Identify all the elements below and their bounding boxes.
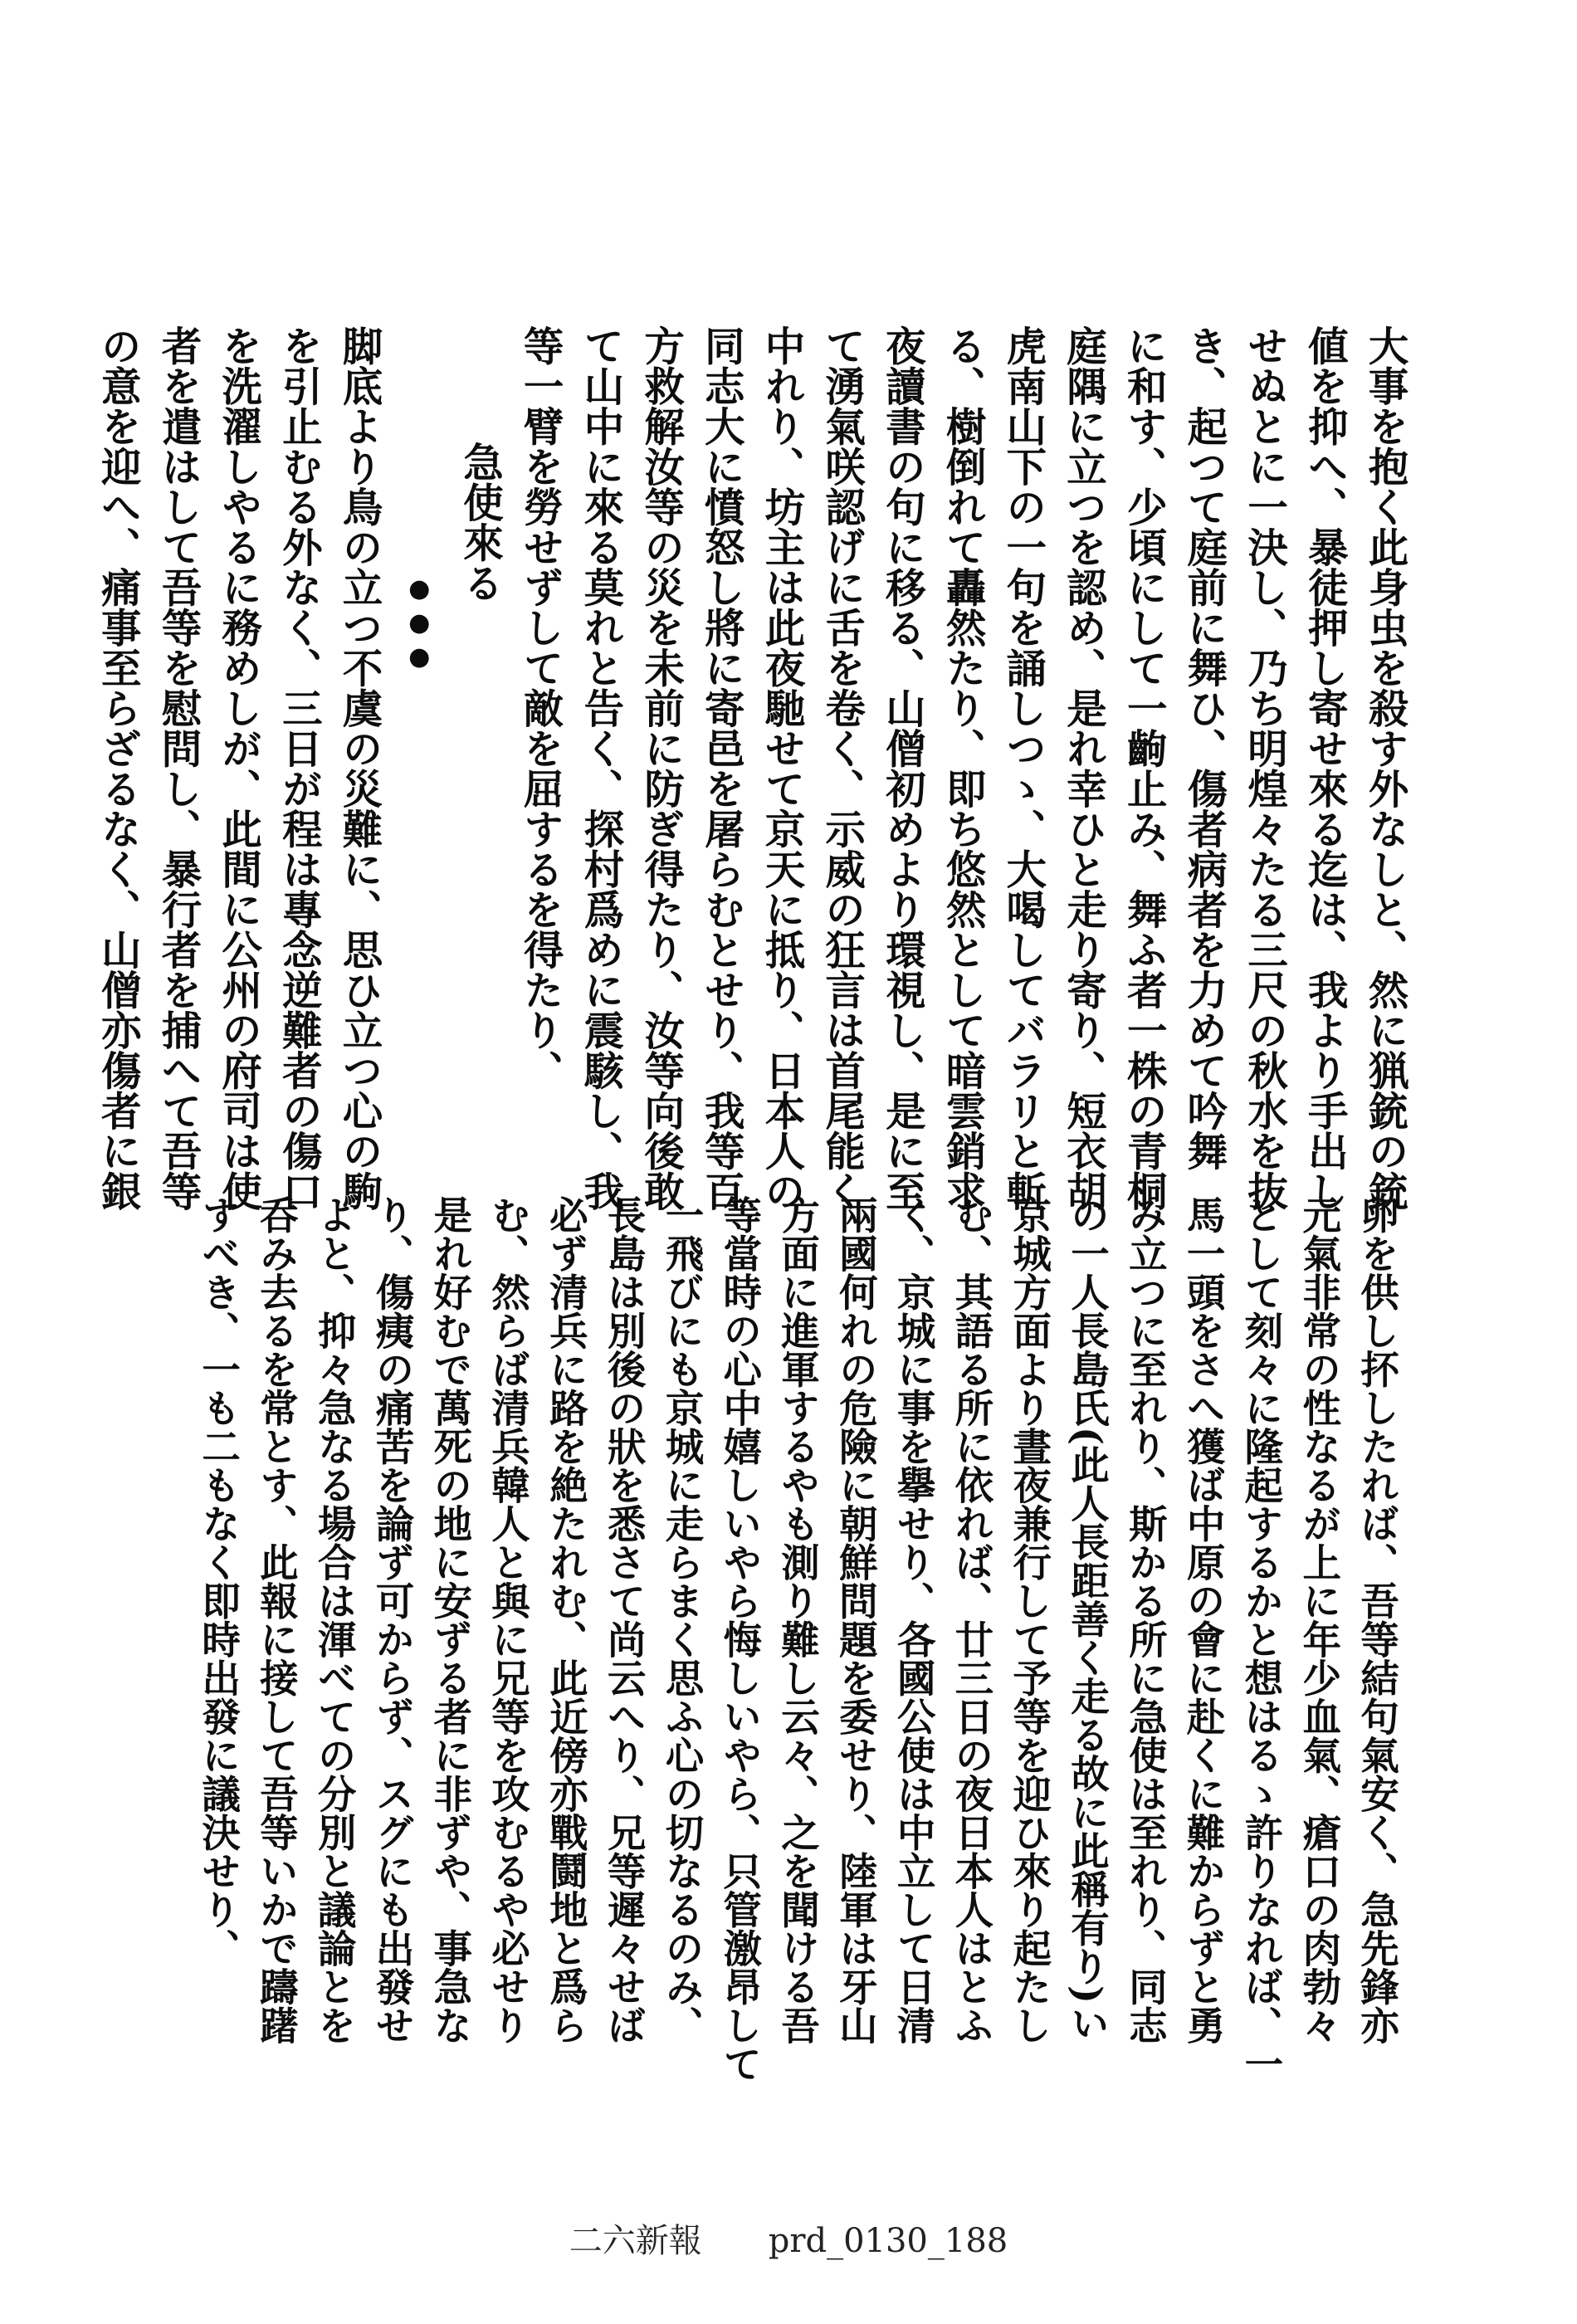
text-column: 大事を抱く此身虫を殺す外なしと、然に猟銃の銃 [1361, 325, 1409, 1211]
page-identifier: prd_0130_188 [768, 2222, 1008, 2260]
text-column: に和す、少頃にして一齣止み、舞ふ者一株の青桐 [1120, 325, 1168, 1211]
text-column: 京城方面より晝夜兼行して予等を迎ひ來り起たし [1007, 1195, 1053, 2044]
text-column: く、京城に事を擧せり、各國公使は中立して日清 [891, 1195, 937, 2044]
text-column: 等一臂を勞せずして敵を屈するを得たり、 [516, 325, 564, 1091]
text-column: て山中に來る莫れと告く、探村爲めに震駭し、我 [576, 325, 624, 1211]
text-column: 等當時の心中嬉しいやら悔しいやら、只管激昂して [717, 1195, 764, 2083]
text-column: 方救解汝等の災を未前に防ぎ得たり、汝等向後敢 [637, 325, 685, 1211]
article-upper-block [94, 325, 1414, 1211]
text-column: 者を遣はして吾等を慰問し、暴行者を捕へて吾等 [154, 325, 202, 1211]
text-column: き、起つて庭前に舞ひ、傷者病者を力めて吟舞 [1179, 325, 1228, 1171]
text-column: み立つに至れり、斯かる所に急使は至れり、同志 [1122, 1195, 1169, 2044]
text-column: 馬一頭をさへ獲ば中原の會に赴くに難からずと勇 [1180, 1195, 1227, 2044]
text-column: として刻々に隆起するかと想はるゝ許りなれば、一 [1238, 1195, 1285, 2083]
text-column: 同志大に憤怒し將に寄邑を屠らむとせり、我等百 [697, 325, 745, 1211]
text-column: 元氣非常の性なるが上に年少血氣、瘡口の肉勃々 [1296, 1195, 1343, 2044]
text-column: 卵を供し抔したれば、吾等結句氣安く、急先鋒亦 [1355, 1195, 1400, 2044]
text-column: 一飛びにも京城に走らまく思ふ心の切なるのみ、 [659, 1195, 706, 2044]
page-footer [0, 2214, 1577, 2262]
article-lower-block [163, 1195, 1406, 2083]
text-column: む、其語る所に依れば、廿三日の夜日本人はとふ [949, 1195, 995, 2044]
text-column: 虎南山下の一句を誦しつゝ、大喝してバラリと斬 [998, 325, 1047, 1211]
text-column: の意を迎へ、痛事至らざるなく、山僧亦傷者に銀 [94, 325, 142, 1211]
text-column: を洗濯しやるに務めしが、此間に公州の府司は使 [214, 325, 262, 1211]
text-column: 長島は別後の狀を悉さて尚云へり、兄等遲々せば [601, 1195, 647, 2044]
text-column: よと、抑々急なる場合は渾べての分別と議論とを [311, 1195, 358, 2044]
text-column: 必ず清兵に路を絶たれむ、此近傍亦戰鬪地と爲ら [543, 1195, 589, 2044]
text-column: 是れ好むで萬死の地に安ずる者に非ずや、事急な [427, 1195, 474, 2044]
section-heading: 急使來る [456, 442, 504, 603]
text-column: せぬとに一決し、乃ち明煌々たる三尺の秋水を抜 [1240, 325, 1288, 1211]
text-column: て湧氣咲認げに舌を卷く、示威の狂言は首尾能く [818, 325, 866, 1211]
text-column: 呑み去るを常とす、此報に接して吾等いかで躊躇 [253, 1195, 300, 2044]
text-column: 方面に進軍するやも測り難し云々、之を聞ける吾 [775, 1195, 822, 2044]
text-column: り、傷痍の痛苦を論ず可からず、スグにも出發せ [369, 1195, 416, 2044]
text-column: る、樹倒れて轟然たり、即ち悠然として暗雲銷求 [939, 325, 987, 1211]
text-column: む、然らば清兵韓人と與に兄等を攻むるや必せり [486, 1195, 532, 2044]
text-column: 中れり、坊主は此夜馳せて京天に抵り、日本人の [757, 325, 805, 1211]
text-column: 値を抑へ、暴徒押し寄せ來る迄は、我より手出し [1301, 325, 1349, 1211]
text-column: の一人長島氏(此人長距善く走る故に此稱有り)い [1065, 1195, 1111, 2043]
text-column: 兩國何れの危險に朝鮮問題を委せり、陸軍は牙山 [832, 1195, 879, 2044]
publication-name: 二六新報 [569, 2222, 702, 2260]
text-column: すべき、一も二もなく即時出發に議決せり、 [196, 1195, 242, 1967]
section-divider-dots: ●●● [404, 574, 434, 676]
text-column: 夜讀書の句に移る、山僧初めより環視し、是に至 [878, 325, 926, 1211]
text-column: 脚底より鳥の立つ不虞の災難に、思ひ立つ心の駒 [335, 325, 383, 1211]
text-column: 庭隅に立つを認め、是れ幸ひと走り寄り、短衣胡 [1059, 325, 1107, 1211]
text-column: を引止むる外なく、三日が程は專念逆難者の傷口 [275, 325, 323, 1211]
